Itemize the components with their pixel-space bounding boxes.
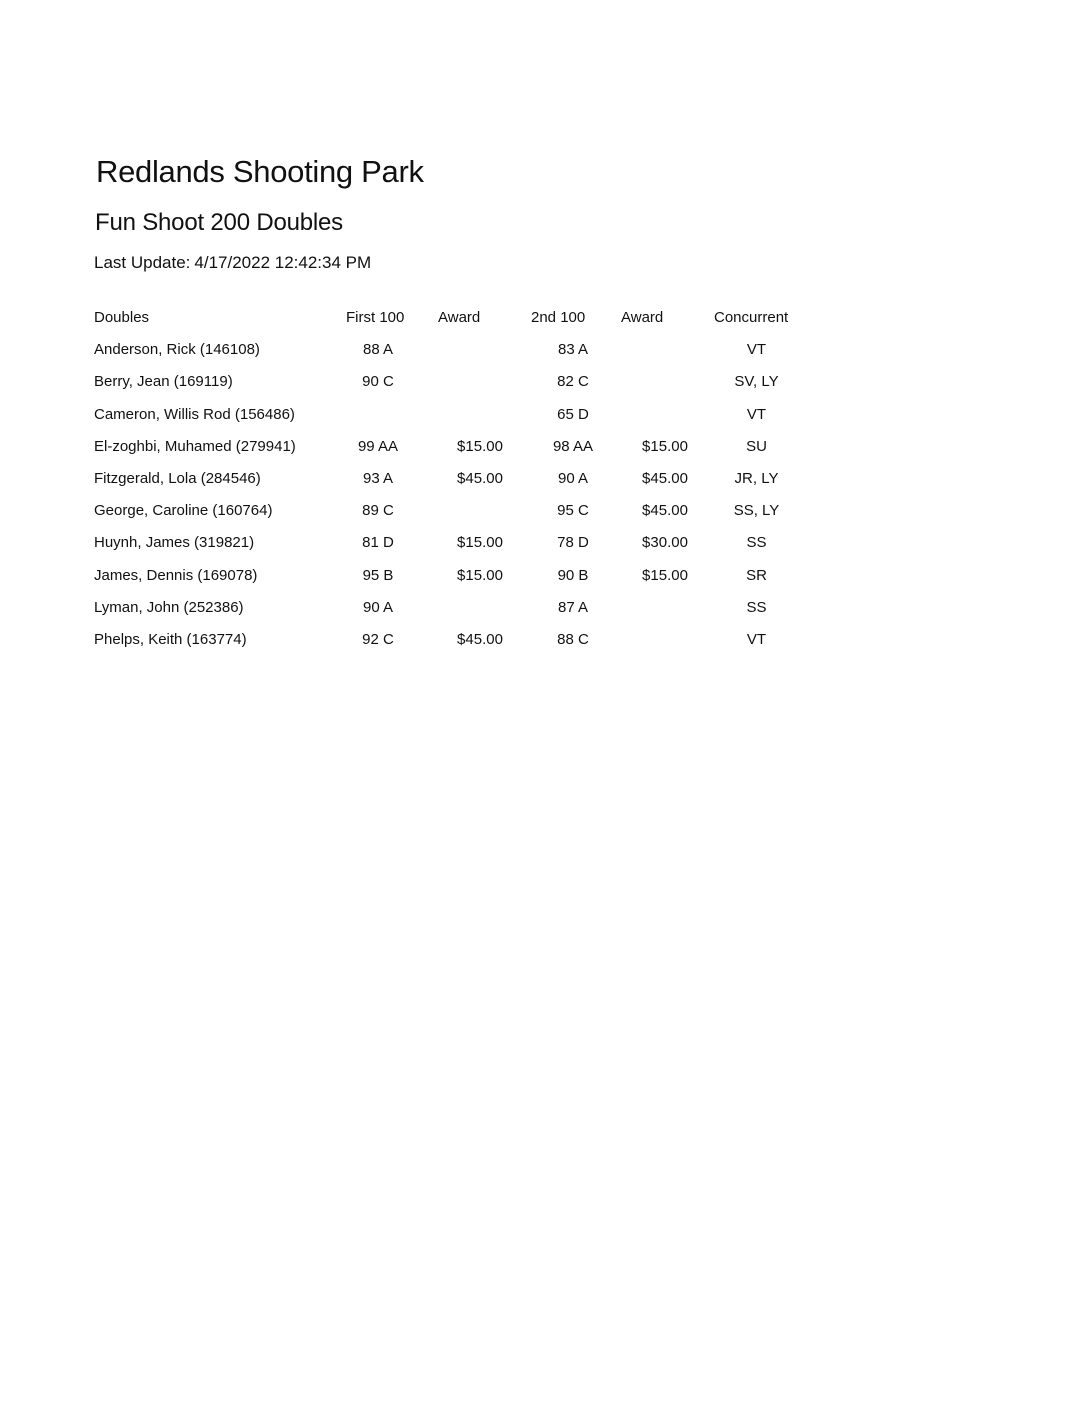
header-first-100: First 100 (346, 309, 405, 326)
header-award-first: Award (438, 309, 481, 326)
second-100-score: 98 AA (552, 437, 594, 455)
first-award: $45.00 (457, 469, 503, 487)
shooter-name: El-zoghbi, Muhamed (279941) (94, 437, 296, 455)
first-award: $15.00 (457, 566, 503, 584)
header-concurrent: Concurrent (714, 309, 789, 326)
second-100-score: 88 C (557, 630, 589, 648)
last-update-value: 4/17/2022 12:42:34 PM (194, 253, 372, 272)
shooter-name: Lyman, John (252386) (94, 598, 244, 616)
concurrent: SS (746, 534, 767, 552)
table-row (94, 628, 854, 660)
first-100-score: 95 B (362, 566, 394, 584)
table-row (94, 370, 854, 402)
second-award: $15.00 (642, 437, 688, 455)
second-100-score: 78 D (557, 534, 589, 552)
shooter-name: Huynh, James (319821) (94, 534, 255, 552)
table-header-row (94, 306, 854, 338)
results-table (94, 306, 854, 660)
table-row (94, 499, 854, 531)
first-award: $45.00 (457, 630, 503, 648)
first-100-score: 88 A (362, 341, 394, 359)
table-row (94, 564, 854, 596)
first-award: $15.00 (457, 437, 503, 455)
header-doubles: Doubles (94, 309, 150, 326)
second-100-score: 90 B (557, 566, 589, 584)
concurrent: SS (746, 598, 767, 616)
shooter-name: Phelps, Keith (163774) (94, 630, 247, 648)
shooter-name: Anderson, Rick (146108) (94, 341, 260, 359)
shooter-name: James, Dennis (169078) (94, 566, 258, 584)
first-100-score: 93 A (362, 469, 394, 487)
first-100-score: 99 AA (357, 437, 399, 455)
second-100-score: 83 A (557, 341, 589, 359)
first-100-score: 81 D (362, 534, 394, 552)
first-100-score: 90 A (362, 598, 394, 616)
concurrent: SR (746, 566, 767, 584)
table-row (94, 531, 854, 563)
table-row (94, 338, 854, 370)
second-100-score: 82 C (557, 373, 589, 391)
table-row (94, 435, 854, 467)
concurrent: SU (746, 437, 767, 455)
table-row (94, 596, 854, 628)
second-award: $45.00 (642, 469, 688, 487)
second-100-score: 95 C (557, 502, 589, 520)
table-row (94, 403, 854, 435)
shooter-name: George, Caroline (160764) (94, 502, 273, 520)
shooter-name: Cameron, Willis Rod (156486) (94, 405, 295, 423)
second-award: $30.00 (642, 534, 688, 552)
concurrent: SS, LY (733, 502, 780, 520)
first-100-score: 92 C (362, 630, 394, 648)
first-100-score: 90 C (362, 373, 394, 391)
shooter-name: Fitzgerald, Lola (284546) (94, 469, 261, 487)
page-title: Redlands Shooting Park (96, 154, 424, 189)
last-update (94, 253, 371, 273)
page-subtitle: Fun Shoot 200 Doubles (95, 209, 343, 236)
concurrent: VT (746, 630, 767, 648)
last-update-label: Last Update: (94, 253, 191, 272)
first-100-score: 89 C (362, 502, 394, 520)
header-award-second: Award (621, 309, 664, 326)
second-100-score: 87 A (557, 598, 589, 616)
second-award: $15.00 (642, 566, 688, 584)
concurrent: SV, LY (734, 373, 779, 391)
shooter-name: Berry, Jean (169119) (94, 373, 233, 391)
first-award: $15.00 (457, 534, 503, 552)
second-100-score: 65 D (557, 405, 589, 423)
concurrent: VT (746, 405, 767, 423)
second-award: $45.00 (642, 502, 688, 520)
concurrent: VT (746, 341, 767, 359)
header-second-100: 2nd 100 (531, 309, 586, 326)
table-row (94, 467, 854, 499)
second-100-score: 90 A (557, 469, 589, 487)
concurrent: JR, LY (734, 469, 779, 487)
